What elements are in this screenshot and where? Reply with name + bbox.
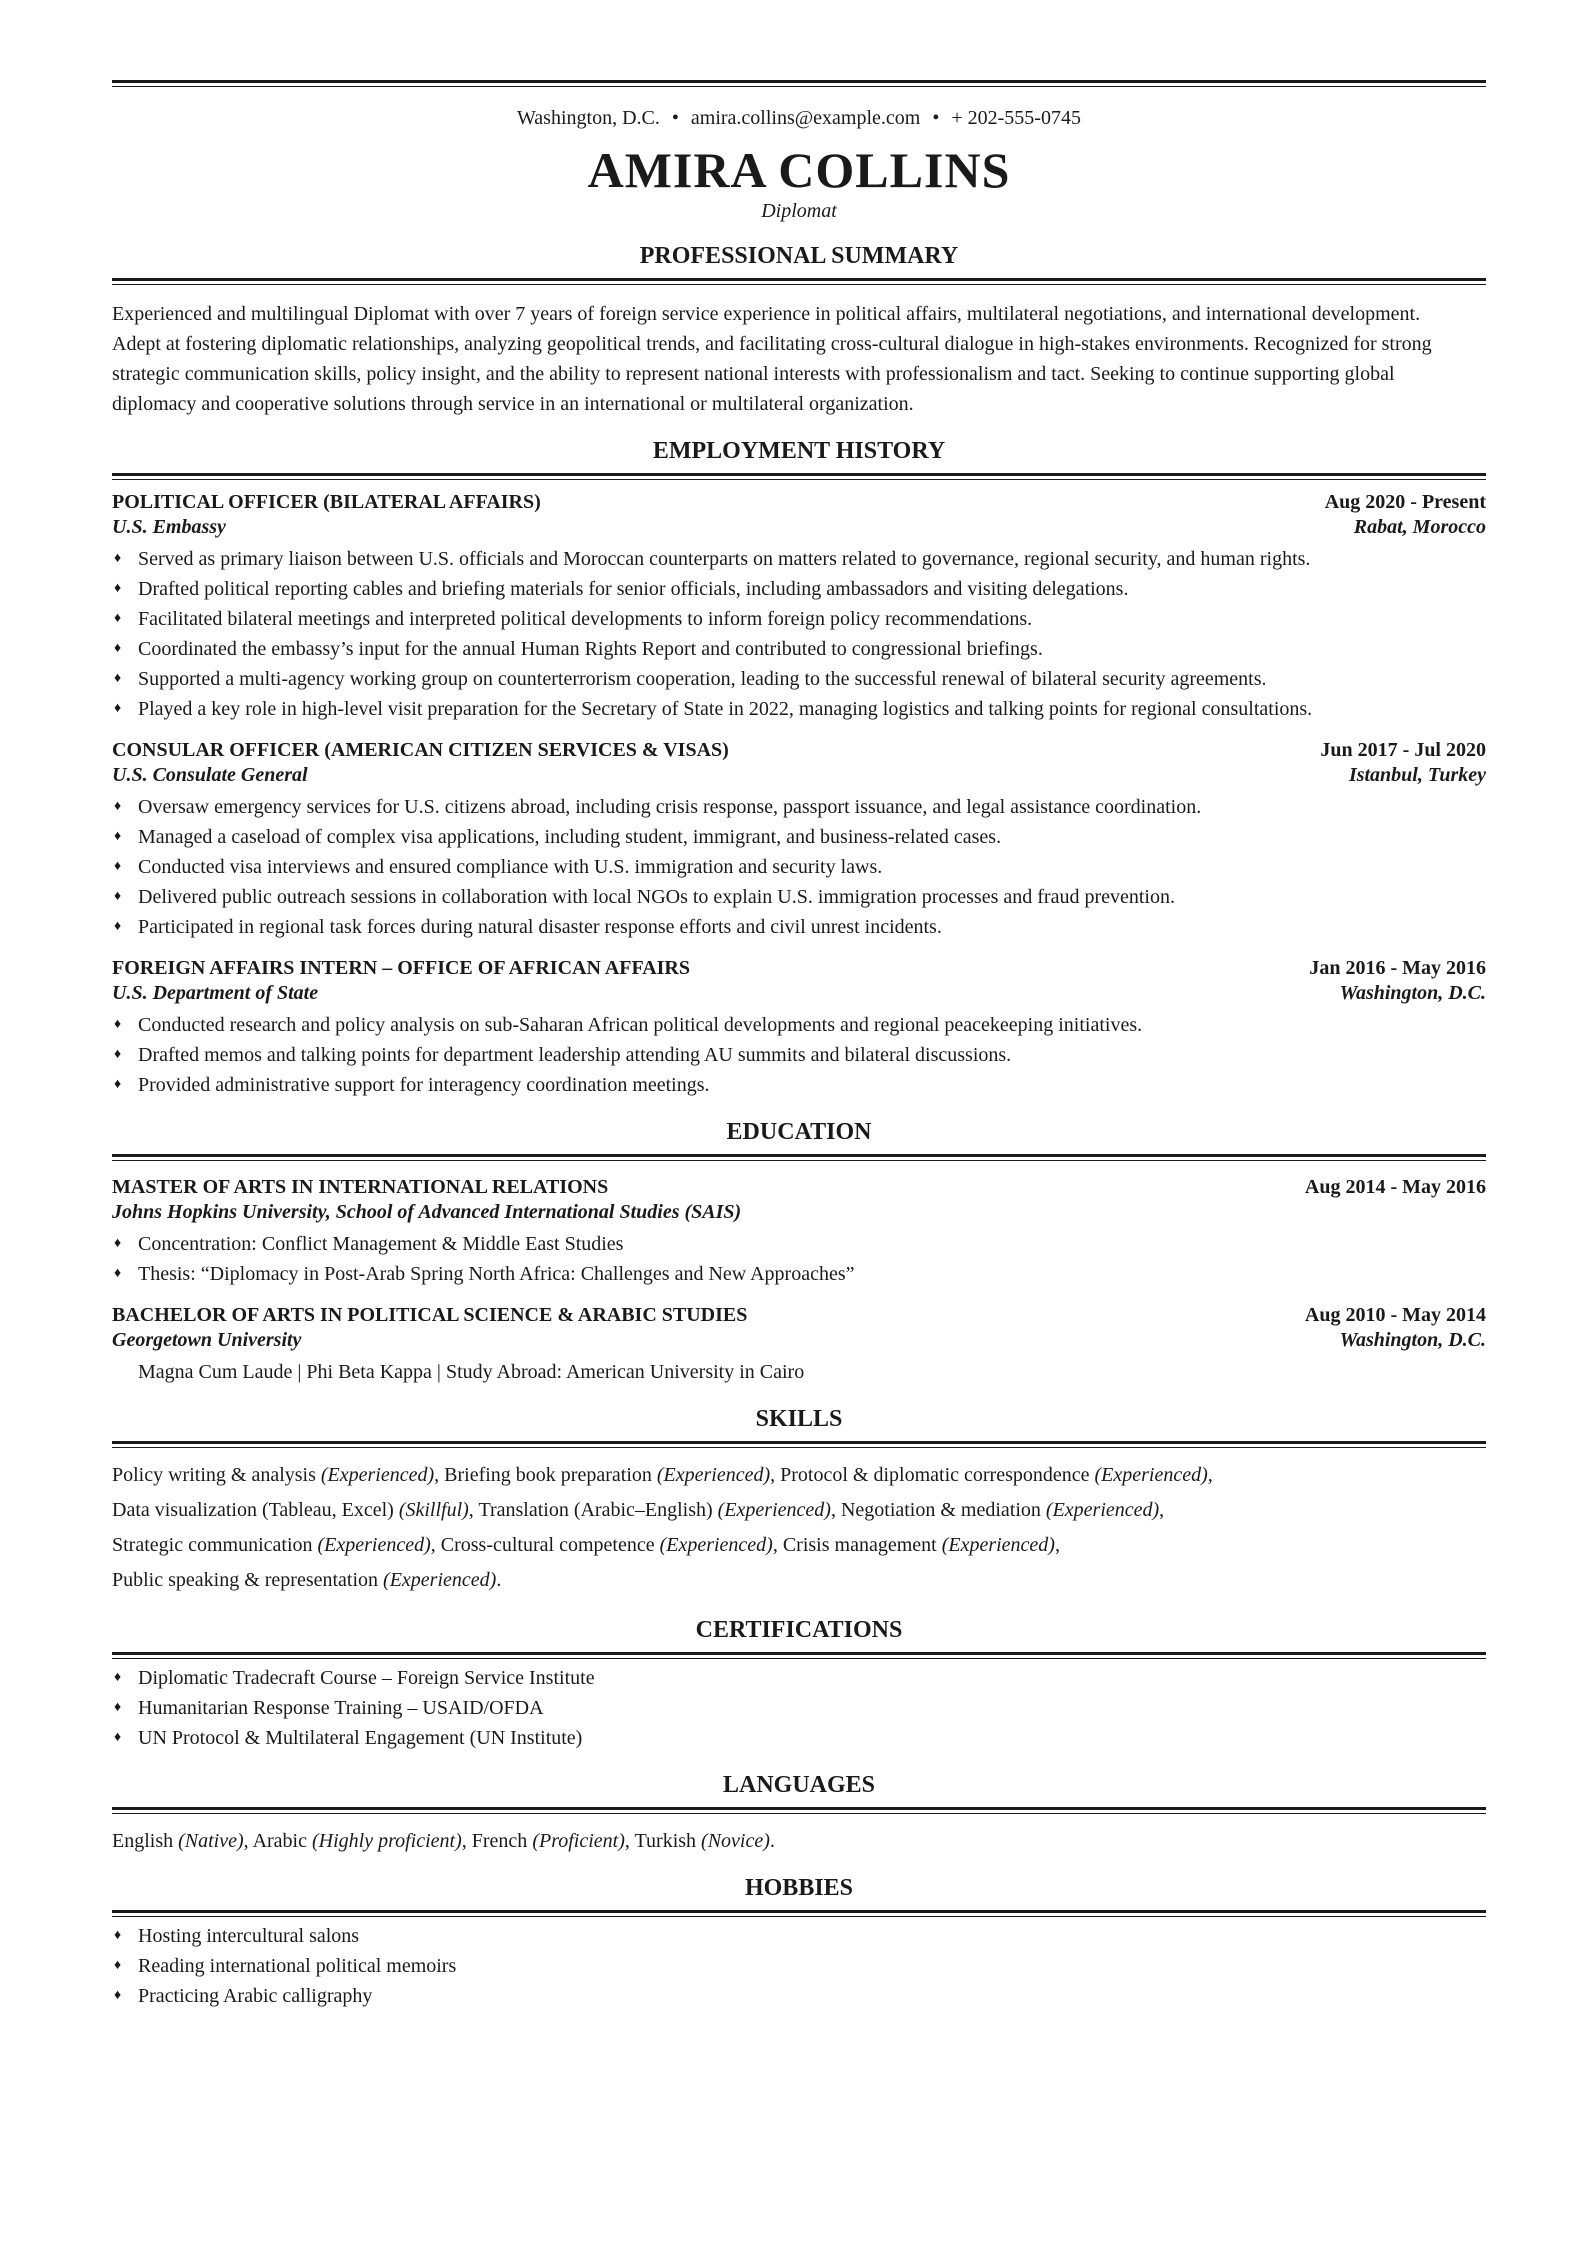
section-education	[112, 1116, 1486, 1387]
list-item: ♦ Diplomatic Tradecraft Course – Foreign Service Institute	[112, 1663, 1486, 1693]
school-name: Georgetown University	[112, 1329, 302, 1351]
list-item: ♦ Hosting intercultural salons	[112, 1921, 1486, 1951]
job-location: Washington, D.C.	[1339, 982, 1486, 1004]
skill-name: Public speaking & representation	[112, 1569, 379, 1591]
diamond-bullet-icon: ♦	[114, 1730, 122, 1745]
skill-name: Negotiation & mediation	[840, 1499, 1041, 1521]
job-organization: U.S. Consulate General	[112, 764, 308, 786]
job-location: Istanbul, Turkey	[1348, 764, 1486, 786]
degree-bullets	[112, 1229, 1486, 1289]
diamond-bullet-icon: ♦	[114, 611, 122, 626]
skill-level: (Experienced)	[941, 1534, 1055, 1556]
skill-item: Briefing book preparation (Experienced),	[444, 1464, 776, 1486]
job-entry	[112, 956, 1486, 1100]
skill-name: Policy writing & analysis	[112, 1464, 316, 1486]
list-item: ♦ Oversaw emergency services for U.S. citizens abroad, including crisis response, passport issuance, and legal assistance coordination.	[112, 792, 1486, 822]
section-title: EDUCATION	[726, 1119, 872, 1145]
diamond-bullet-icon: ♦	[114, 701, 122, 716]
certifications-list	[112, 1663, 1486, 1753]
degree-dates: Aug 2014 - May 2016	[1304, 1176, 1486, 1198]
summary-line: Experienced and multilingual Diplomat with over 7 years of foreign service experience in political affairs, multilateral negotiations, and international development.	[112, 303, 1421, 325]
section-rule	[112, 1652, 1486, 1659]
list-item: ♦ Provided administrative support for interagency coordination meetings.	[112, 1070, 1486, 1100]
diamond-bullet-icon: ♦	[114, 671, 122, 686]
candidate-name: AMIRA COLLINS	[587, 142, 1011, 198]
skill-level: (Experienced)	[717, 1499, 831, 1521]
degree-note: Magna Cum Laude | Phi Beta Kappa | Study Abroad: American University in Cairo	[138, 1361, 805, 1383]
language-item: French (Proficient),	[471, 1830, 630, 1852]
degree-title: BACHELOR OF ARTS IN POLITICAL SCIENCE & ARABIC STUDIES	[112, 1304, 748, 1326]
school-name: Johns Hopkins University, School of Advanced International Studies (SAIS)	[112, 1201, 742, 1223]
degree-title: MASTER OF ARTS IN INTERNATIONAL RELATIONS	[112, 1176, 609, 1198]
list-item: ♦ Thesis: “Diplomacy in Post-Arab Spring North Africa: Challenges and New Approaches”	[112, 1259, 1486, 1289]
diamond-bullet-icon: ♦	[114, 1017, 122, 1032]
skill-item: Cross-cultural competence (Experienced),	[440, 1534, 778, 1556]
job-title: CONSULAR OFFICER (AMERICAN CITIZEN SERVICES & VISAS)	[112, 739, 729, 761]
summary-line: strategic communication skills, policy insight, and the ability to represent national interests with professionalism and tact. Seeking to continue supporting global	[112, 363, 1395, 385]
skill-level: (Experienced)	[1045, 1499, 1160, 1521]
language-name: Turkish	[634, 1830, 697, 1852]
job-bullets	[112, 792, 1486, 942]
skill-name: Translation (Arabic–English)	[478, 1499, 713, 1521]
job-dates: Jun 2017 - Jul 2020	[1320, 739, 1486, 761]
skill-level: (Experienced)	[659, 1534, 773, 1556]
job-list	[112, 490, 1486, 1100]
language-level: (Highly proficient)	[311, 1830, 462, 1852]
section-title: HOBBIES	[744, 1875, 854, 1901]
skill-level: (Skillful)	[398, 1499, 469, 1521]
diamond-bullet-icon: ♦	[114, 1670, 122, 1685]
skill-item: Public speaking & representation (Experienced).	[112, 1569, 502, 1591]
contact-location: Washington, D.C.	[517, 107, 660, 129]
list-item: ♦ Delivered public outreach sessions in collaboration with local NGOs to explain U.S. immigration processes and fraud prevention.	[112, 882, 1486, 912]
section-languages	[112, 1769, 1486, 1856]
section-skills	[112, 1403, 1486, 1598]
section-rule	[112, 1910, 1486, 1917]
contact-line	[112, 104, 1486, 132]
skill-level: (Experienced)	[383, 1569, 497, 1591]
diamond-bullet-icon: ♦	[114, 1077, 122, 1092]
diamond-bullet-icon: ♦	[114, 1266, 122, 1281]
summary-line: Adept at fostering diplomatic relationships, analyzing geopolitical trends, and facilitating cross-cultural dialogue in high-stakes environments. Recognized for strong	[112, 333, 1432, 355]
skill-level: (Experienced)	[317, 1534, 431, 1556]
section-rule	[112, 1807, 1486, 1814]
skill-item: Policy writing & analysis (Experienced),	[112, 1464, 440, 1486]
section-title: EMPLOYMENT HISTORY	[652, 438, 946, 464]
language-level: (Proficient)	[532, 1830, 625, 1852]
list-item: ♦ Coordinated the embassy’s input for the annual Human Rights Report and contributed to congressional briefings.	[112, 634, 1486, 664]
language-item: English (Native),	[112, 1830, 249, 1852]
skills-line	[112, 1493, 1486, 1528]
language-level: (Novice)	[701, 1830, 770, 1852]
job-organization: U.S. Department of State	[112, 982, 319, 1004]
list-item: ♦ Drafted memos and talking points for department leadership attending AU summits and bilateral discussions.	[112, 1040, 1486, 1070]
list-item: ♦ Played a key role in high-level visit preparation for the Secretary of State in 2022, managing logistics and talking points for regional consultations.	[112, 694, 1486, 724]
diamond-bullet-icon: ♦	[114, 1236, 122, 1251]
school-location: Washington, D.C.	[1339, 1329, 1486, 1351]
section-rule	[112, 1441, 1486, 1448]
diamond-bullet-icon: ♦	[114, 829, 122, 844]
diamond-bullet-icon: ♦	[114, 551, 122, 566]
hobbies-list	[112, 1921, 1486, 2011]
education-entry	[112, 1303, 1486, 1387]
skill-name: Data visualization (Tableau, Excel)	[112, 1499, 394, 1521]
section-title: CERTIFICATIONS	[695, 1617, 903, 1643]
language-name: Arabic	[252, 1830, 307, 1852]
resume-page	[112, 80, 1486, 2011]
list-item: ♦ Conducted research and policy analysis on sub-Saharan African political developments and regional peacekeeping initiatives.	[112, 1010, 1486, 1040]
contact-email[interactable]: amira.collins@example.com	[690, 107, 921, 129]
job-location: Rabat, Morocco	[1353, 516, 1486, 538]
skill-name: Briefing book preparation	[444, 1464, 652, 1486]
skill-item: Protocol & diplomatic correspondence (Experienced),	[780, 1464, 1213, 1486]
skill-item: Data visualization (Tableau, Excel) (Skillful),	[112, 1499, 474, 1521]
diamond-bullet-icon: ♦	[114, 641, 122, 656]
job-bullets	[112, 544, 1486, 724]
language-name: English	[112, 1830, 174, 1852]
section-hobbies	[112, 1872, 1486, 2011]
skills-list	[112, 1458, 1486, 1598]
language-item: Turkish (Novice).	[634, 1830, 775, 1852]
skills-line	[112, 1563, 1486, 1598]
job-dates: Aug 2020 - Present	[1324, 491, 1486, 513]
diamond-bullet-icon: ♦	[114, 1958, 122, 1973]
list-item: ♦ Conducted visa interviews and ensured compliance with U.S. immigration and security laws.	[112, 852, 1486, 882]
list-item: ♦ Facilitated bilateral meetings and interpreted political developments to inform foreign policy recommendations.	[112, 604, 1486, 634]
job-entry	[112, 738, 1486, 942]
list-item: ♦ Practicing Arabic calligraphy	[112, 1981, 1486, 2011]
language-item: Arabic (Highly proficient),	[252, 1830, 467, 1852]
skill-level: (Experienced)	[1094, 1464, 1208, 1486]
education-entry	[112, 1175, 1486, 1289]
languages-list	[112, 1826, 1486, 1856]
diamond-bullet-icon: ♦	[114, 799, 122, 814]
diamond-bullet-icon: ♦	[114, 919, 122, 934]
skill-level: (Experienced)	[656, 1464, 771, 1486]
section-certifications	[112, 1614, 1486, 1753]
job-title: FOREIGN AFFAIRS INTERN – OFFICE OF AFRICAN AFFAIRS	[112, 957, 690, 979]
list-item: ♦ Humanitarian Response Training – USAID/OFDA	[112, 1693, 1486, 1723]
section-rule	[112, 473, 1486, 480]
contact-phone[interactable]: + 202-555-0745	[951, 107, 1081, 129]
section-rule	[112, 1154, 1486, 1161]
skill-item: Strategic communication (Experienced),	[112, 1534, 436, 1556]
job-dates: Jan 2016 - May 2016	[1309, 957, 1486, 979]
skill-level: (Experienced)	[320, 1464, 435, 1486]
language-name: French	[471, 1830, 528, 1852]
candidate-role: Diplomat	[761, 200, 837, 222]
skill-item: Translation (Arabic–English) (Experienced),	[478, 1499, 836, 1521]
list-item: ♦ Concentration: Conflict Management & Middle East Studies	[112, 1229, 1486, 1259]
skill-name: Strategic communication	[112, 1534, 313, 1556]
list-item: ♦ Reading international political memoirs	[112, 1951, 1486, 1981]
diamond-bullet-icon: ♦	[114, 1047, 122, 1062]
top-rule	[112, 80, 1486, 87]
summary-line: diplomacy and cooperative solutions through service in an international or multilateral organization.	[112, 393, 914, 415]
job-title: POLITICAL OFFICER (BILATERAL AFFAIRS)	[112, 491, 541, 513]
diamond-bullet-icon: ♦	[114, 1700, 122, 1715]
job-entry	[112, 490, 1486, 724]
section-title: SKILLS	[755, 1406, 843, 1432]
skills-line	[112, 1528, 1486, 1563]
skill-item: Negotiation & mediation (Experienced),	[840, 1499, 1165, 1521]
section-rule	[112, 278, 1486, 285]
list-item: ♦ Participated in regional task forces during natural disaster response efforts and civil unrest incidents.	[112, 912, 1486, 942]
list-item: ♦ UN Protocol & Multilateral Engagement (UN Institute)	[112, 1723, 1486, 1753]
list-item: ♦ Drafted political reporting cables and briefing materials for senior officials, including ambassadors and visiting delegations.	[112, 574, 1486, 604]
contact-separator: •	[932, 107, 940, 129]
diamond-bullet-icon: ♦	[114, 859, 122, 874]
section-title: LANGUAGES	[722, 1772, 876, 1798]
diamond-bullet-icon: ♦	[114, 1928, 122, 1943]
skills-line	[112, 1458, 1486, 1493]
section-summary	[112, 240, 1486, 419]
diamond-bullet-icon: ♦	[114, 889, 122, 904]
skill-name: Protocol & diplomatic correspondence	[780, 1464, 1090, 1486]
section-title: PROFESSIONAL SUMMARY	[639, 243, 959, 269]
skill-name: Cross-cultural competence	[440, 1534, 655, 1556]
list-item: ♦ Supported a multi-agency working group on counterterrorism cooperation, leading to the successful renewal of bilateral security agreements.	[112, 664, 1486, 694]
summary-text	[112, 299, 1486, 419]
language-level: (Native)	[178, 1830, 244, 1852]
diamond-bullet-icon: ♦	[114, 581, 122, 596]
job-organization: U.S. Embassy	[112, 516, 226, 538]
degree-dates: Aug 2010 - May 2014	[1304, 1304, 1486, 1326]
contact-separator: •	[671, 107, 679, 129]
skill-item: Crisis management (Experienced),	[782, 1534, 1060, 1556]
diamond-bullet-icon: ♦	[114, 1988, 122, 2003]
section-employment	[112, 435, 1486, 1100]
list-item: ♦ Served as primary liaison between U.S. officials and Moroccan counterparts on matters related to governance, regional security, and human rights.	[112, 544, 1486, 574]
list-item: ♦ Managed a caseload of complex visa applications, including student, immigrant, and business-related cases.	[112, 822, 1486, 852]
skill-name: Crisis management	[782, 1534, 937, 1556]
job-bullets	[112, 1010, 1486, 1100]
